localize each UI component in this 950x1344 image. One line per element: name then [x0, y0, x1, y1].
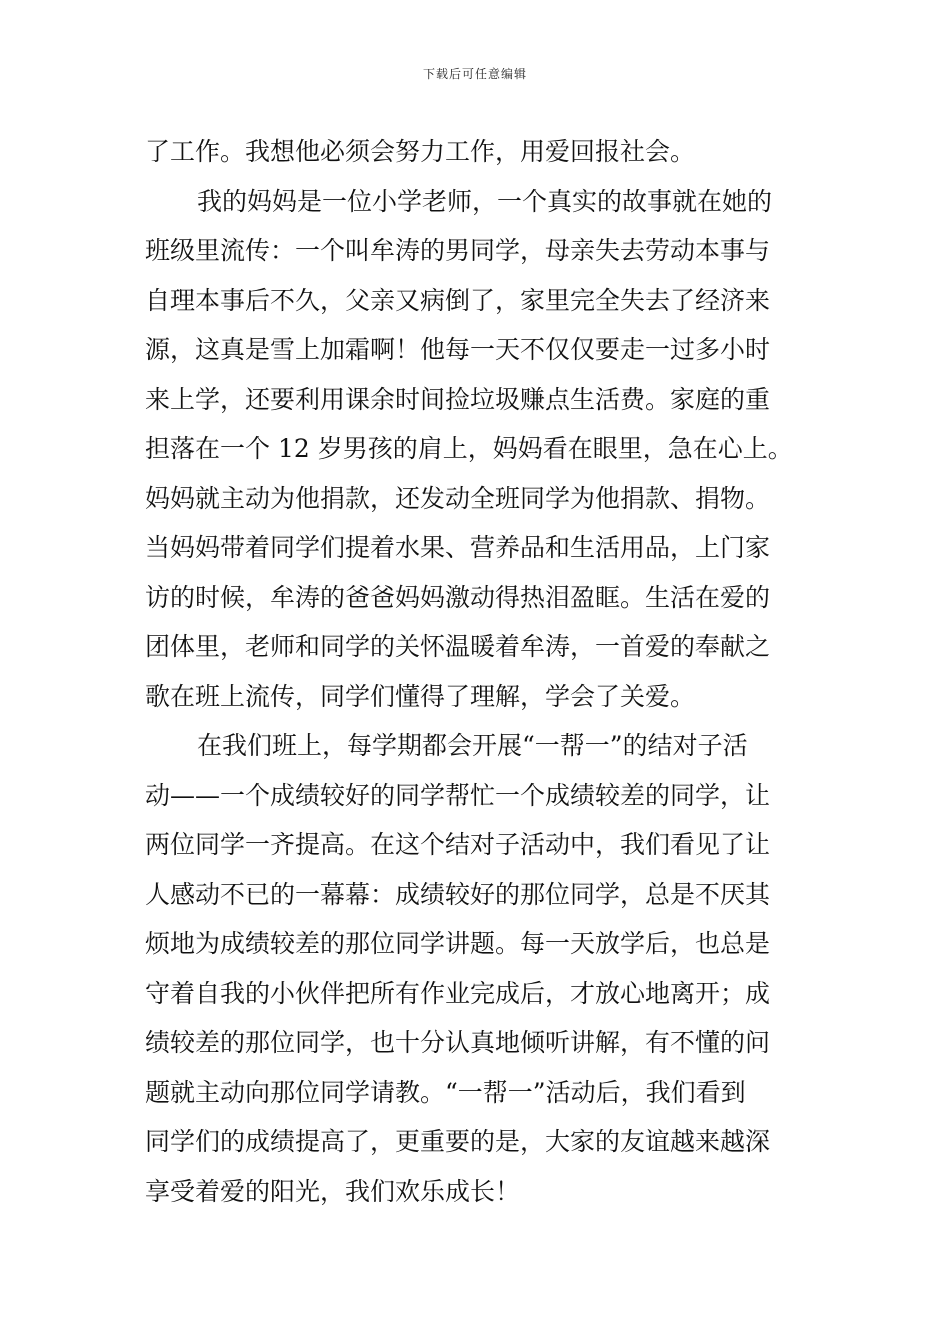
text-line: 访的时候，牟涛的爸爸妈妈激动得热泪盈眶。生活在爱的: [145, 582, 771, 612]
text-line: 担落在一个 12 岁男孩的肩上，妈妈看在眼里，急在心上。: [145, 434, 793, 463]
text-line: 源，这真是雪上加霜啊！他每一天不仅仅要走一过多小时: [145, 335, 771, 364]
text-line: 妈妈就主动为他捐款，还发动全班同学为他捐款、捐物。: [145, 483, 771, 513]
body-text: [145, 127, 809, 1216]
text-line: 了工作。我想他必须会努力工作，用爱回报社会。: [145, 137, 696, 166]
text-line: 自理本事后不久，父亲又病倒了，家里完全失去了经济来: [145, 285, 771, 315]
text-line: 来上学，还要利用课余时间捡垃圾赚点生活费。家庭的重: [145, 384, 771, 414]
text-line: 在我们班上，每学期都会开展“一帮一”的结对子活: [197, 731, 748, 760]
text-line: 人感动不已的一幕幕：成绩较好的那位同学，总是不厌其: [145, 879, 771, 909]
text-line: 同学们的成绩提高了，更重要的是，大家的友谊越来越深: [145, 1127, 771, 1156]
page-header: 下载后可任意编辑: [422, 67, 527, 81]
text-line: 题就主动向那位同学请教。“一帮一”活动后，我们看到: [145, 1077, 746, 1107]
text-line: 动——一个成绩较好的同学帮忙一个成绩较差的同学，让: [145, 780, 771, 810]
text-line: 当妈妈带着同学们提着水果、营养品和生活用品，上门家: [145, 533, 771, 562]
text-line: 绩较差的那位同学，也十分认真地倾听讲解，有不懂的问: [145, 1028, 771, 1057]
text-line: 我的妈妈是一位小学老师，一个真实的故事就在她的: [197, 186, 773, 216]
text-line: 守着自我的小伙伴把所有作业完成后，才放心地离开；成: [145, 978, 771, 1008]
text-line: 两位同学一齐提高。在这个结对子活动中，我们看见了让: [145, 830, 771, 859]
text-line: 团体里，老师和同学的关怀温暖着牟涛，一首爱的奉献之: [145, 632, 771, 661]
text-line: 歌在班上流传，同学们懂得了理解，学会了关爱。: [145, 681, 696, 711]
text-line: 烦地为成绩较差的那位同学讲题。每一天放学后，也总是: [145, 929, 771, 958]
text-line: 享受着爱的阳光，我们欢乐成长！: [145, 1176, 521, 1206]
text-line: 班级里流传：一个叫牟涛的男同学，母亲失去劳动本事与: [145, 236, 771, 265]
